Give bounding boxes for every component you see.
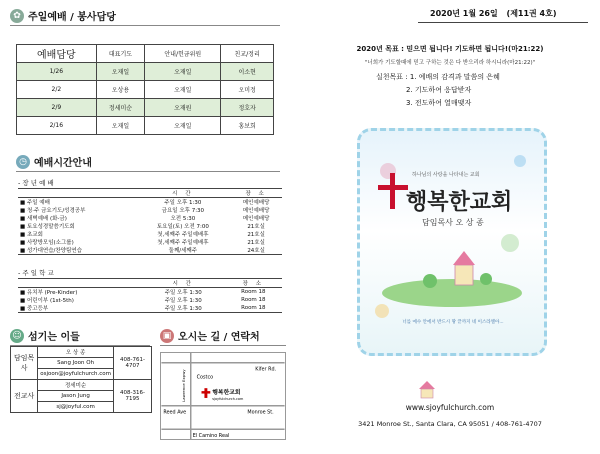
duty-cell: 오재일 [145, 81, 221, 99]
person-row [11, 347, 152, 358]
schedule-row [18, 222, 282, 230]
schedule-cell: 첫,세째주 주일예배후 [157, 232, 209, 238]
person-phone: 408-316-7195 [113, 380, 151, 413]
adult-label: - 장 년 예 배 [18, 179, 54, 187]
duty-table [16, 44, 274, 135]
schedule-cell: 금요일 오후 7:30 [161, 208, 205, 214]
adult-schedule-table [18, 188, 282, 255]
cover-church-name: 행복한교회 [406, 190, 513, 215]
schedule-cell: Room 18 [241, 305, 266, 311]
balloon-icon [514, 155, 526, 167]
schedule-header [16, 154, 280, 172]
map-label-monroe: Monroe St. [247, 409, 274, 416]
church-roof-icon [453, 251, 475, 265]
duty-row [17, 117, 274, 135]
practice-label: 실천목표 : [376, 73, 408, 81]
schedule-cell: ■ 새벽예배 (화-금) [18, 214, 135, 222]
website-link[interactable]: www.sjoyfulchurch.com [405, 403, 495, 412]
schedule-cell: 주일 오후 1:30 [164, 290, 202, 296]
duty-cell: 오재일 [145, 63, 221, 81]
person-name-en: Jason Jung [38, 391, 114, 402]
person-role: 담임목사 [11, 347, 38, 380]
duty-row [17, 99, 274, 117]
person-name: 정세미순 [38, 380, 114, 391]
map-label-elcamino: El Camino Real [192, 433, 230, 440]
duty-cell: 이소현 [221, 63, 274, 81]
schedule-row [18, 206, 282, 214]
schedule-cell: 오전 5:30 [170, 216, 196, 222]
duty-cell: 정호자 [221, 99, 274, 117]
schedule-cell: 토요일(토) 오전 7:00 [156, 224, 209, 230]
service-header [10, 8, 280, 26]
duty-cell: 2/16 [17, 117, 97, 135]
schedule-cell: ■ 사랑방모임(소그룹) [18, 238, 135, 246]
duty-cell: 홍보희 [221, 117, 274, 135]
year-goal: 2020년 목표 : 믿으면 됩니다! 기도하면 됩니다!(마21:22) [356, 45, 544, 53]
schedule-cell: 둘째/세째주 [168, 248, 198, 254]
schedule-cell: 첫,세째주 주일예배후 [157, 240, 209, 246]
schedule-row [18, 198, 282, 207]
church-address: 3421 Monroe St., Santa Clara, CA 95051 / 408-761-4707 [358, 420, 542, 428]
person-email[interactable]: osjoon@joyfulchurch.com [38, 369, 114, 380]
duty-cell: 오재일 [145, 117, 221, 135]
people-table [10, 346, 152, 413]
schedule-row [18, 238, 282, 246]
balloon-icon [501, 234, 519, 252]
bulletin-date [430, 8, 557, 19]
person-role: 전교사 [11, 380, 38, 413]
schedule-cell: ■ 초교회 [18, 230, 135, 238]
schedule-header-text: 예배시간안내 [34, 158, 92, 169]
duty-cell: 오상용 [96, 81, 145, 99]
duty-row [17, 63, 274, 81]
cross-bar [378, 185, 408, 190]
person-email[interactable]: sj@joyful.com [38, 402, 114, 413]
cross-icon [390, 173, 395, 209]
map-label-lawrence: Lawrence Expwy [180, 369, 186, 402]
duty-cell: 2/9 [17, 99, 97, 117]
balloon-icon [375, 304, 389, 318]
schedule-cell: ■ 어린이부 (1st-5th) [18, 296, 142, 304]
duty-cell: 오재일 [96, 117, 145, 135]
practice-item: 1. 예배의 감격과 말씀의 은혜 [409, 73, 500, 81]
practice-goals [376, 72, 500, 82]
cover-pastor: 담임목사 오 상 종 [422, 218, 484, 227]
schedule-cell: 주일 오후 1:30 [164, 298, 202, 304]
schedule-cell: ■ 중고등부 [18, 304, 142, 313]
schedule-cell: Room 18 [241, 297, 266, 303]
people-header-text: 섬기는 이들 [28, 332, 80, 343]
duty-col-3: 친교/정리 [221, 45, 274, 63]
map-church-url: sjoyfulchurch.com [212, 396, 244, 401]
schedule-cell: 21호실 [247, 224, 265, 230]
map-church-name: 행복한교회 [212, 390, 241, 397]
small-church-icon [416, 378, 438, 400]
church-tagline: 하나님의 사랑을 나타내는 교회 [412, 172, 480, 178]
duty-cell: 2/2 [17, 81, 97, 99]
church-building-icon [455, 265, 473, 285]
clock-icon: ◷ [16, 155, 30, 169]
schedule-cell: 메인예배당 [242, 208, 270, 214]
duty-cell: 정세미순 [96, 99, 145, 117]
tree-icon [423, 274, 437, 288]
duty-row [17, 81, 274, 99]
tree-icon [480, 273, 492, 285]
issue-text: (제11권 4호) [506, 9, 557, 18]
schedule-cell: ■ 성가대연습/찬양팀연습 [18, 246, 135, 255]
schedule-cell: 주일 오후 1:30 [164, 200, 202, 206]
schedule-cell: Room 18 [241, 289, 266, 295]
school-schedule-table [18, 278, 282, 313]
schedule-cell: 24호실 [247, 248, 265, 254]
schedule-cell: ■ 유치부 (Pre-Kinder) [18, 288, 142, 297]
cover-caption: 너를 예수 안에서 반드시 땅 끝까지 네 이스라엘아... [402, 320, 504, 325]
schedule-cell: 21호실 [247, 232, 265, 238]
map-label-costco: Costco [196, 374, 214, 381]
practice-item: 3. 전도하여 열매맺자 [406, 99, 472, 107]
practice-item: 2. 기도하여 응답받자 [406, 86, 472, 94]
duty-col-2: 안내/헌금위원 [145, 45, 221, 63]
schedule-cell: 메인예배당 [242, 216, 270, 222]
map-label-kifer: Kifer Rd. [255, 366, 277, 373]
schedule-row [18, 230, 282, 238]
directions-map [160, 352, 286, 440]
service-header-text: 주일예배 / 봉사담당 [28, 12, 116, 23]
duty-col-1: 대표기도 [96, 45, 145, 63]
schedule-row [18, 214, 282, 222]
duty-cell: 1/26 [17, 63, 97, 81]
map-header [160, 328, 286, 346]
schedule-cell: 21호실 [247, 240, 265, 246]
people-icon: ☺ [10, 329, 24, 343]
schedule-cell: ■ 주일 예배 [18, 198, 135, 207]
schedule-cell: 주일 오후 1:30 [164, 306, 202, 312]
adult-time-header: 시 간 [135, 189, 230, 198]
adult-place-header: 장 소 [230, 189, 282, 198]
schedule-cell: ■ 청·주 금요기도/성경공부 [18, 206, 135, 214]
schedule-cell: ■ 토요성경말씀기도회 [18, 222, 135, 230]
duty-col-0: 예배담당 [17, 45, 97, 63]
people-header [10, 328, 150, 346]
schedule-row [18, 288, 282, 297]
map-cross-bar [202, 391, 211, 393]
date-rule [418, 22, 588, 23]
school-label: - 주 일 학 교 [18, 269, 54, 277]
bus-icon: ▣ [160, 329, 174, 343]
school-time-header: 시 간 [142, 279, 225, 288]
person-row [11, 380, 152, 391]
goal-verse: "너희가 기도할때에 믿고 구하는 것은 다 받으리라 하시니라(마21:22)" [364, 60, 536, 66]
school-place-header: 장 소 [225, 279, 282, 288]
person-name: 오 상 종 [38, 347, 114, 358]
schedule-cell: 메인예배당 [242, 200, 270, 206]
schedule-row [18, 246, 282, 255]
person-phone: 408-761-4707 [113, 347, 151, 380]
flower-icon: ✿ [10, 9, 24, 23]
duty-cell: 오미정 [221, 81, 274, 99]
map-label-reed: Reed Ave [163, 409, 187, 416]
schedule-row [18, 304, 282, 313]
duty-cell: 오재일 [96, 63, 145, 81]
hill-shape [382, 279, 522, 307]
schedule-row [18, 296, 282, 304]
church-cover-card [357, 128, 547, 356]
person-name-en: Sang Joon Oh [38, 358, 114, 369]
date-text: 2020년 1월 26일 [430, 9, 498, 18]
map-header-text: 오시는 길 / 연락처 [178, 332, 260, 343]
duty-cell: 오재원 [145, 99, 221, 117]
